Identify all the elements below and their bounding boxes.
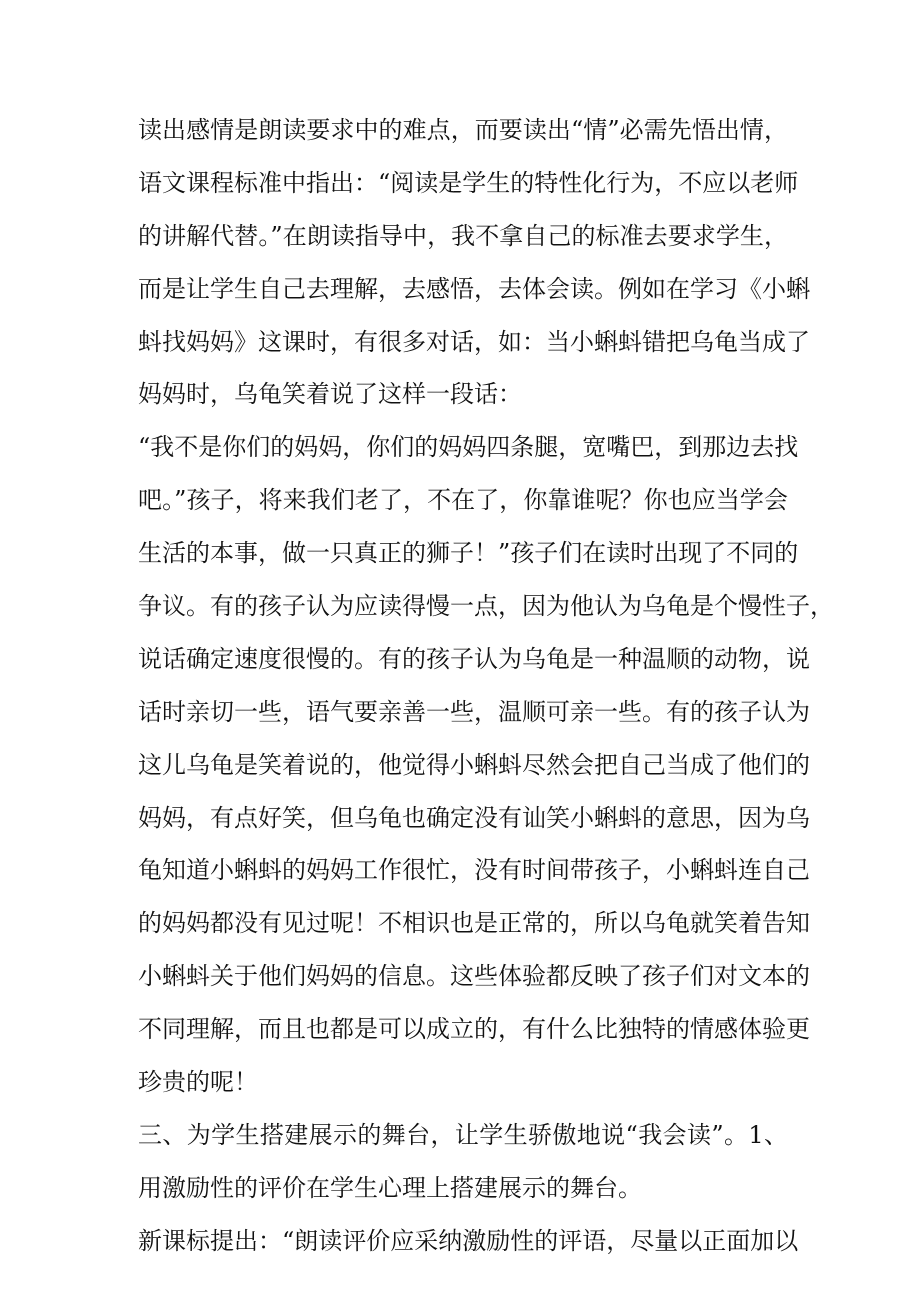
- text-line: 用激励性的评价在学生心理上搭建展示的舞台。: [138, 1173, 642, 1202]
- text-line: 不同理解，而且也都是可以成立的，有什么比独特的情感体验更: [138, 1015, 810, 1044]
- text-line: 吧。”孩子，将来我们老了，不在了，你靠谁呢？你也应当学会: [138, 486, 788, 515]
- text-line: 新课标提出：“朗读评价应采纳激励性的评语，尽量以正面加以: [138, 1226, 799, 1255]
- text-line: 说话确定速度很慢的。有的孩子认为乌龟是一种温顺的动物，说: [138, 644, 810, 673]
- text-line: “我不是你们的妈妈，你们的妈妈四条腿，宽嘴巴，到那边去找: [138, 433, 799, 462]
- text-line: 的讲解代替。”在朗读指导中，我不拿自己的标准去要求学生，: [138, 221, 788, 250]
- text-line: 的妈妈都没有见过呢！不相识也是正常的，所以乌龟就笑着告知: [138, 909, 810, 938]
- text-line: 小蝌蚪关于他们妈妈的信息。这些体验都反映了孩子们对文本的: [138, 962, 810, 991]
- text-line: 生活的本事，做一只真正的狮子！”孩子们在读时出现了不同的: [138, 539, 799, 568]
- text-line: 妈妈，有点好笑，但乌龟也确定没有讪笑小蝌蚪的意思，因为乌: [138, 803, 810, 832]
- text-line: 妈妈时，乌龟笑着说了这样一段话：: [138, 380, 522, 409]
- text-line: 龟知道小蝌蚪的妈妈工作很忙，没有时间带孩子，小蝌蚪连自己: [138, 856, 810, 885]
- text-line: 语文课程标准中指出：“阅读是学生的特性化行为，不应以老师: [138, 168, 799, 197]
- text-line: 而是让学生自己去理解，去感悟，去体会读。例如在学习《小蝌: [138, 274, 810, 303]
- text-line: 话时亲切一些，语气要亲善一些，温顺可亲一些。有的孩子认为: [138, 697, 810, 726]
- text-line: 蚪找妈妈》这课时，有很多对话，如：当小蝌蚪错把乌龟当成了: [138, 327, 810, 356]
- text-line: 争议。有的孩子认为应读得慢一点，因为他认为乌龟是个慢性子，: [138, 592, 834, 621]
- text-line: 这儿乌龟是笑着说的，他觉得小蝌蚪尽然会把自己当成了他们的: [138, 750, 810, 779]
- text-line: 三、为学生搭建展示的舞台，让学生骄傲地说“我会读”。1、: [138, 1120, 788, 1149]
- body-text: [138, 104, 834, 1268]
- text-line: 珍贵的呢！: [138, 1068, 258, 1097]
- text-line: 读出感情是朗读要求中的难点，而要读出“情”必需先悟出情，: [138, 116, 788, 144]
